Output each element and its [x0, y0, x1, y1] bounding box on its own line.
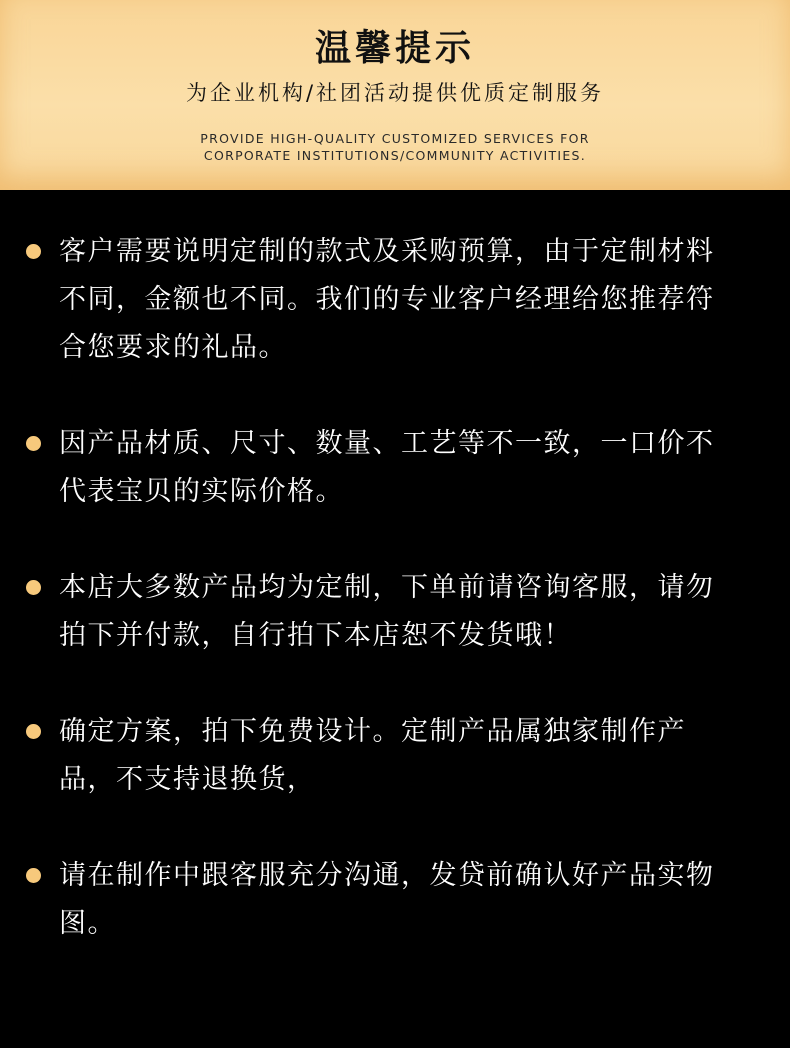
bullet-dot-icon — [26, 580, 41, 595]
header-banner — [0, 0, 790, 190]
notice-text: 请在制作中跟客服充分沟通，发贷前确认好产品实物图。 — [59, 860, 715, 939]
notice-text: 客户需要说明定制的款式及采购预算，由于定制材料不同，金额也不同。我们的专业客户经理给您推荐符合您要求的礼品。 — [59, 236, 715, 363]
bullet-dot-icon — [26, 244, 41, 259]
bullet-dot-icon — [26, 724, 41, 739]
bullet-dot-icon — [26, 436, 41, 451]
notice-text: 确定方案，拍下免费设计。定制产品属独家制作产品，不支持退换货， — [59, 716, 686, 795]
page-title: 温馨提示 — [314, 28, 475, 69]
english-tagline — [0, 130, 790, 164]
notice-text: 因产品材质、尺寸、数量、工艺等不一致，一口价不代表宝贝的实际价格。 — [59, 428, 715, 507]
english-tagline-line-2: CORPORATE INSTITUTIONS/COMMUNITY ACTIVITIES. — [203, 148, 587, 163]
page-subtitle: 为企业机构/社团活动提供优质定制服务 — [185, 81, 605, 105]
bullet-dot-icon — [26, 868, 41, 883]
notice-text: 本店大多数产品均为定制，下单前请咨询客服，请勿拍下并付款，自行拍下本店恕不发货哦！ — [59, 572, 715, 651]
english-tagline-line-1: PROVIDE HIGH-QUALITY CUSTOMIZED SERVICES FOR — [200, 131, 590, 146]
